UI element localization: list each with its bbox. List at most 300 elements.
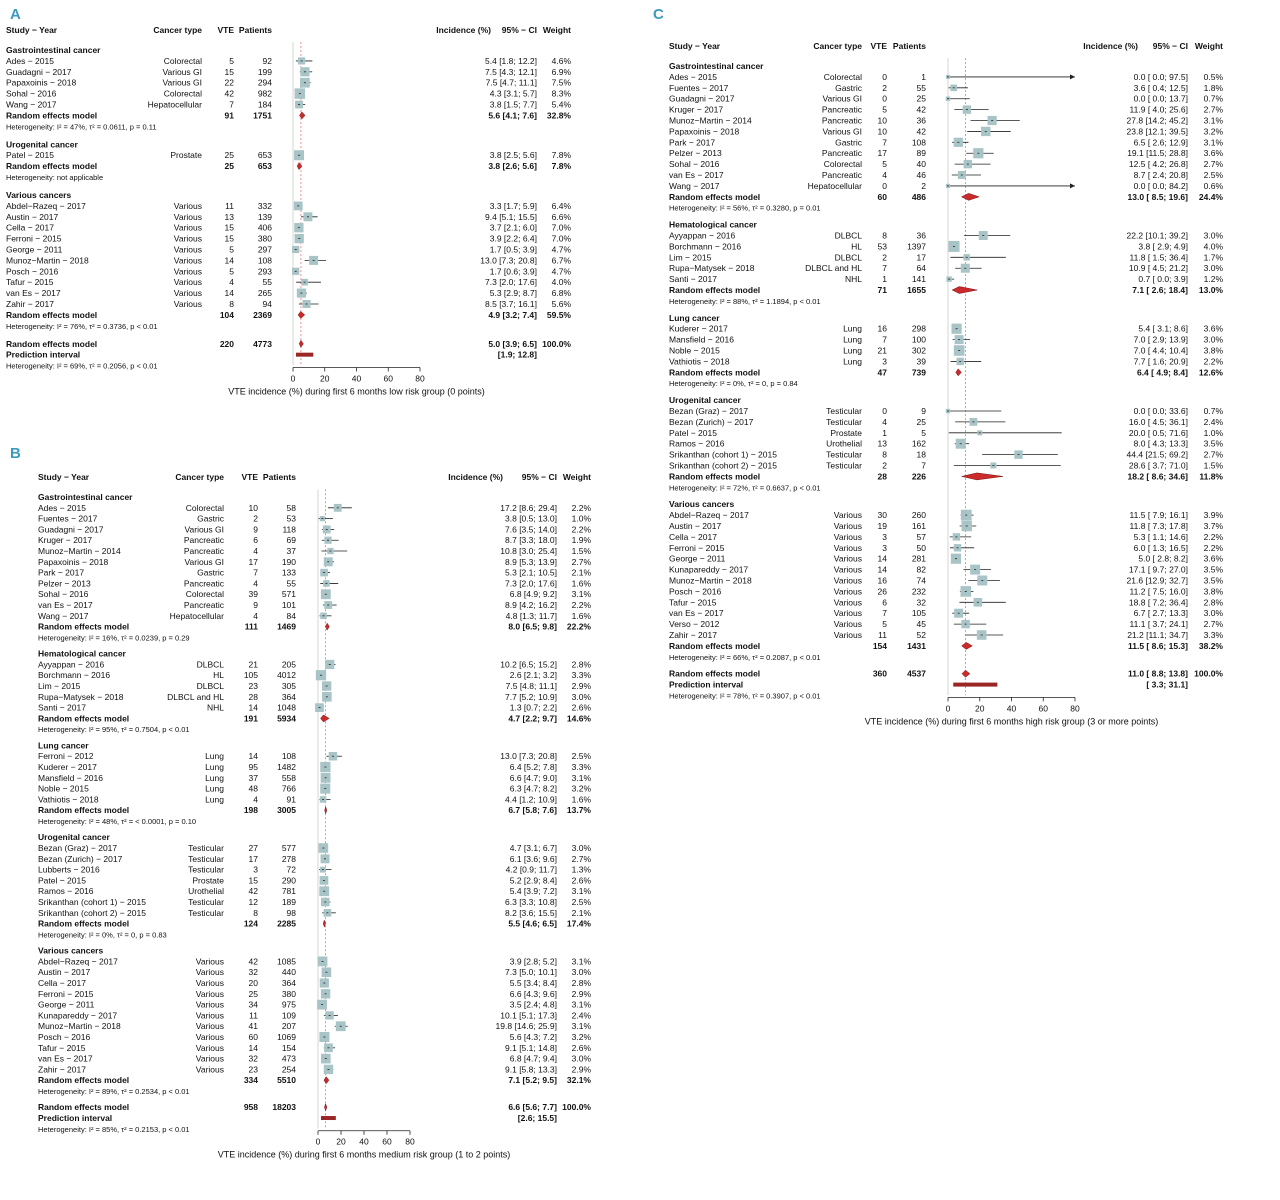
patient-total: 2285 (277, 918, 296, 929)
study-label: Sohal − 2016 (669, 159, 720, 170)
study-weight: 5.4% (551, 99, 571, 110)
cancer-type: Testicular (826, 405, 862, 416)
vte-count: 12 (248, 897, 258, 907)
study-label: Ferroni − 2012 (38, 751, 94, 762)
study-weight: 3.0% (1203, 230, 1223, 241)
heterogeneity-note: Heterogeneity: I² = 85%, τ² = 0.2153, p < 0.01 (38, 1124, 190, 1134)
column-header: Incidence (%) (1083, 41, 1138, 51)
patient-count: 154 (281, 1042, 296, 1053)
heterogeneity-note: Heterogeneity: I² = 78%, τ² = 0.3907, p < 0.01 (669, 691, 821, 701)
ci-value: 5.5 [4.6; 6.5] (508, 918, 557, 929)
vte-count: 0 (882, 93, 887, 104)
patient-count: 105 (911, 608, 926, 619)
vte-count: 4 (882, 170, 887, 180)
ci-value: 11.8 [ 1.5; 36.4] (1129, 252, 1188, 263)
ci-value: 7.5 [4.7; 11.1] (485, 77, 537, 88)
study-weight: 3.2% (571, 1032, 591, 1042)
study-weight: 2.2% (1203, 356, 1223, 367)
study-weight: 3.6% (1203, 323, 1223, 334)
vte-count: 95 (248, 762, 258, 772)
patient-total: 5934 (277, 713, 296, 724)
ci-value: 7.0 [ 2.9; 13.9] (1133, 334, 1188, 345)
study-weight: 3.5% (1203, 575, 1223, 586)
study-weight: 2.9% (571, 1064, 591, 1075)
vte-count: 48 (248, 783, 258, 794)
study-label: Ayyappan − 2016 (669, 230, 736, 241)
study-weight: 2.1% (571, 567, 591, 578)
ci-value: 11.2 [ 7.5; 16.0] (1129, 586, 1188, 597)
study-weight: 2.9% (571, 681, 591, 691)
column-header: Patients (262, 472, 296, 482)
study-weight: 3.0% (571, 967, 591, 978)
x-tick-label: 80 (415, 373, 425, 384)
cancer-type: Various (833, 619, 862, 630)
vte-count: 34 (248, 999, 258, 1010)
cancer-type: Various (833, 608, 862, 619)
study-label: Kruger − 2017 (38, 535, 93, 546)
study-label: Cella − 2017 (669, 531, 717, 542)
column-header: Weight (562, 472, 591, 482)
study-label: Sohal − 2016 (38, 589, 89, 600)
study-weight: 1.6% (571, 578, 591, 589)
patient-count: 133 (281, 567, 296, 578)
study-label: Abdel−Razeq − 2017 (669, 510, 749, 521)
vte-count: 32 (248, 967, 258, 978)
study-label: Wang − 2017 (6, 99, 57, 110)
ci-value: 8.0 [ 4.3; 13.3] (1133, 438, 1188, 449)
panel-label: A (10, 6, 21, 23)
cancer-type: Various (833, 531, 862, 542)
study-label: Austin − 2017 (38, 967, 91, 978)
cancer-type: HL (213, 670, 224, 681)
study-label: Park − 2017 (38, 567, 85, 578)
subgroup-title: Urogenital cancer (6, 139, 78, 150)
vte-count: 4 (253, 610, 258, 621)
study-label: Ades − 2015 (6, 55, 54, 66)
cancer-type: Pancreatic (821, 104, 862, 115)
patient-count: 982 (257, 88, 272, 99)
ci-value: 5.3 [ 1.1; 14.6] (1133, 531, 1188, 542)
ci-value: 6.6 [4.7; 9.0] (509, 772, 557, 783)
study-weight: 3.1% (571, 886, 591, 897)
vte-count: 53 (877, 241, 887, 252)
study-label: Patel − 2015 (669, 427, 717, 438)
study-weight: 3.9% (1203, 510, 1223, 521)
ci-value: 3.9 [2.2; 6.4] (489, 233, 537, 244)
study-label: van Es − 2017 (669, 170, 724, 180)
prediction-ci: [2.6; 15.5] (517, 1113, 557, 1123)
cancer-type: Various (173, 211, 202, 222)
ci-value: 23.8 [12.1; 39.5] (1126, 126, 1188, 137)
study-label: Tafur − 2015 (38, 1042, 86, 1053)
column-header: Study − Year (669, 41, 721, 51)
study-label: Srikanthan (cohort 2) − 2015 (38, 907, 146, 918)
study-weight: 1.0% (571, 513, 591, 524)
study-weight: 2.8% (571, 978, 591, 988)
study-weight: 2.4% (571, 1010, 591, 1021)
vte-count: 1 (882, 274, 887, 285)
patient-total: 2369 (253, 309, 272, 320)
heterogeneity-note: Heterogeneity: I² = 56%, τ² = 0.3280, p = 0.01 (669, 203, 821, 213)
study-label: Zahir − 2017 (669, 629, 717, 640)
cancer-type: Pancreatic (821, 115, 862, 126)
summary-label: Random effects model (6, 110, 98, 121)
ci-value: 3.8 [ 2.9; 4.9] (1138, 241, 1188, 252)
study-weight: 6.6% (551, 211, 571, 222)
cancer-type: Gastric (197, 567, 224, 578)
subgroup-title: Gastrointestinal cancer (38, 492, 133, 502)
vte-count: 15 (248, 875, 258, 886)
cancer-type: Various (833, 510, 862, 521)
ci-value: 0.7 [ 0.0; 3.9] (1138, 274, 1188, 285)
study-label: Papaxoinis − 2018 (6, 77, 77, 88)
patient-count: 781 (281, 886, 296, 897)
ci-value: 6.5 [ 2.6; 12.9] (1133, 137, 1188, 148)
study-label: Ferroni − 2015 (669, 542, 725, 553)
heterogeneity-note: Heterogeneity: not applicable (6, 172, 104, 182)
vte-count: 7 (882, 263, 887, 274)
study-weight: 2.2% (1203, 542, 1223, 553)
subgroup-title: Gastrointestinal cancer (6, 45, 101, 55)
vte-count: 11 (225, 200, 234, 211)
study-label: Santi − 2017 (38, 702, 86, 713)
cancer-type: Various (833, 586, 862, 597)
patient-count: 50 (916, 542, 926, 553)
cancer-type: Various (195, 1032, 224, 1042)
study-weight: 3.3% (1203, 629, 1223, 640)
summary-label: Random effects model (6, 309, 98, 320)
cancer-type: DLBCL (196, 681, 224, 691)
cancer-type: Pancreatic (821, 148, 862, 159)
patient-count: 36 (916, 230, 926, 241)
vte-total: 104 (219, 309, 234, 320)
ci-value: 9.1 [5.1; 14.8] (505, 1042, 557, 1053)
study-label: Guadagni − 2017 (669, 93, 735, 104)
ci-value: 13.0 [ 8.5; 19.6] (1127, 191, 1188, 202)
forest-panel-c (645, 0, 1280, 760)
study-weight: 7.0% (551, 222, 571, 233)
column-header: 95% − CI (521, 472, 557, 482)
study-weight: 2.7% (1203, 104, 1223, 115)
column-header: Study − Year (38, 472, 90, 482)
patient-count: 293 (257, 266, 272, 277)
patient-count: 281 (911, 553, 926, 564)
vte-count: 7 (253, 567, 258, 578)
cancer-type: Testicular (826, 416, 862, 427)
vte-count: 17 (248, 853, 258, 864)
study-weight: 3.0% (1203, 608, 1223, 619)
study-weight: 6.8% (551, 288, 571, 299)
study-label: Ades − 2015 (669, 71, 717, 82)
study-label: Bezan (Zurich) − 2017 (38, 853, 123, 864)
study-weight: 3.2% (1203, 126, 1223, 137)
cancer-type: Testicular (188, 864, 224, 875)
ci-value: 5.4 [ 3.1; 8.6] (1138, 323, 1188, 334)
ci-value: 8.7 [ 2.4; 20.8] (1133, 170, 1188, 180)
cancer-type: Various (173, 200, 202, 211)
vte-count: 42 (224, 88, 234, 99)
patient-count: 55 (916, 82, 926, 93)
ci-value: 6.0 [ 1.3; 16.5] (1133, 542, 1188, 553)
ci-value: 16.0 [ 4.5; 36.1] (1128, 416, 1188, 427)
patient-count: 766 (281, 783, 296, 794)
patient-count: 57 (916, 531, 926, 542)
column-header: Weight (1194, 41, 1223, 51)
vte-count: 14 (248, 1042, 258, 1053)
study-label: Cella − 2017 (6, 222, 54, 233)
study-label: Ramos − 2016 (38, 886, 94, 897)
summary-weight: 24.4% (1198, 191, 1223, 202)
cancer-type: Hepatocellular (147, 99, 202, 110)
study-label: Lim − 2015 (38, 681, 81, 691)
cancer-type: Urothelial (188, 886, 224, 897)
vte-count: 5 (229, 244, 234, 255)
vte-total: 91 (224, 110, 234, 121)
cancer-type: Various (195, 1021, 224, 1032)
cancer-type: Various (833, 542, 862, 553)
study-weight: 1.6% (571, 794, 591, 805)
vte-count: 11 (878, 629, 887, 640)
summary-weight: 11.8% (1199, 471, 1223, 482)
ci-value: 10.9 [ 4.5; 21.2] (1128, 263, 1188, 274)
ci-value: 28.6 [ 3.7; 71.0] (1128, 460, 1188, 471)
vte-count: 27 (248, 843, 258, 853)
study-label: Ades − 2015 (38, 502, 86, 513)
summary-label: Random effects model (669, 640, 761, 651)
study-label: Papaxoinis − 2018 (669, 126, 740, 137)
patient-count: 25 (916, 93, 926, 104)
study-weight: 2.7% (1203, 619, 1223, 630)
subgroup-title: Lung cancer (669, 312, 720, 323)
study-weight: 2.7% (1203, 159, 1223, 170)
vte-count: 14 (877, 564, 887, 575)
prediction-label: Prediction interval (669, 679, 744, 690)
vte-count: 19 (877, 520, 887, 531)
patient-count: 32 (916, 597, 926, 608)
patient-total: 1751 (253, 110, 272, 121)
ci-value: 6.1 [3.6; 9.6] (509, 853, 557, 864)
study-weight: 2.5% (571, 751, 591, 762)
study-label: Wang − 2017 (669, 180, 720, 191)
study-weight: 2.4% (1203, 416, 1223, 427)
study-label: Munoz−Martin − 2018 (669, 575, 752, 586)
patient-count: 189 (281, 897, 296, 907)
study-weight: 3.1% (571, 772, 591, 783)
ci-value: 20.0 [ 0.5; 71.6] (1128, 427, 1188, 438)
study-weight: 2.2% (571, 524, 591, 535)
ci-value: 7.3 [2.0; 17.6] (485, 277, 537, 288)
vte-count: 42 (248, 886, 258, 897)
cancer-type: Various GI (184, 556, 224, 567)
ci-value: 3.8 [2.5; 5.6] (489, 150, 537, 161)
study-weight: 3.7% (1203, 520, 1223, 531)
study-label: Munoz−Martin − 2014 (38, 546, 121, 556)
ci-value: 5.6 [4.1; 7.6] (488, 110, 537, 121)
study-weight: 3.8% (1203, 586, 1223, 597)
patient-count: 265 (257, 288, 272, 299)
subgroup-title: Various cancers (38, 945, 104, 956)
vte-count: 41 (248, 1021, 258, 1032)
patient-count: 162 (911, 438, 926, 449)
study-weight: 3.5% (1203, 564, 1223, 575)
column-header: Incidence (%) (436, 25, 491, 35)
study-label: Tafur − 2015 (669, 597, 717, 608)
cancer-type: Pancreatic (183, 535, 224, 546)
vte-count: 17 (877, 148, 887, 159)
ci-value: 21.2 [11.1; 34.7] (1127, 629, 1188, 640)
study-label: Sohal − 2016 (6, 88, 57, 99)
ci-value: 6.4 [ 4.9; 8.4] (1136, 367, 1188, 378)
ci-value: 4.4 [1.2; 10.9] (505, 794, 557, 805)
cancer-type: Various (833, 575, 862, 586)
patient-count: 4012 (277, 670, 296, 681)
cancer-type: Pancreatic (183, 600, 224, 610)
cancer-type: Prostate (830, 427, 862, 438)
cancer-type: Gastric (835, 82, 862, 93)
patient-count: 37 (286, 546, 296, 556)
ci-value: 3.8 [0.5; 13.0] (505, 513, 557, 524)
ci-value: 7.3 [2.0; 17.6] (505, 578, 557, 589)
patient-count: 260 (911, 510, 926, 521)
ci-value: 7.1 [5.2; 9.5] (508, 1075, 557, 1086)
ci-value: 8.7 [3.3; 18.0] (505, 535, 557, 546)
patient-total: 3005 (277, 805, 296, 816)
vte-count: 105 (243, 670, 258, 681)
column-header: 95% − CI (501, 25, 537, 35)
column-header: Cancer type (153, 25, 202, 35)
study-weight: 7.0% (551, 233, 571, 244)
study-weight: 3.0% (1203, 263, 1223, 274)
patient-count: 74 (916, 575, 926, 586)
cancer-type: Hepatocellular (807, 180, 862, 191)
cancer-type: Various GI (822, 93, 862, 104)
ci-value: 9.4 [5.1; 15.5] (485, 211, 537, 222)
vte-total: 28 (877, 471, 887, 482)
cancer-type: Lung (843, 323, 862, 334)
vte-count: 10 (877, 115, 887, 126)
study-weight: 2.2% (571, 600, 591, 610)
vte-count: 13 (224, 211, 234, 222)
patient-count: 1085 (277, 956, 296, 967)
ci-value: 6.4 [5.2; 7.8] (509, 762, 557, 772)
overall-label: Random effects model (6, 338, 98, 349)
vte-count: 3 (882, 531, 887, 542)
cancer-type: Gastric (197, 513, 224, 524)
cancer-type: DLBCL (834, 230, 862, 241)
vte-total: 958 (243, 1102, 258, 1113)
heterogeneity-note: Heterogeneity: I² = 95%, τ² = 0.7504, p < 0.01 (38, 725, 190, 735)
ci-value: 13.0 [7.3; 20.8] (500, 751, 557, 762)
ci-value: 1.7 [0.6; 3.9] (489, 266, 537, 277)
study-label: Wang − 2017 (38, 610, 89, 621)
cancer-type: Various (195, 956, 224, 967)
patient-count: 278 (281, 853, 296, 864)
prediction-bar (953, 683, 997, 687)
ci-value: 18.8 [ 7.2; 36.4] (1128, 597, 1188, 608)
study-label: Bezan (Graz) − 2017 (669, 405, 749, 416)
patient-count: 380 (281, 988, 296, 999)
cancer-type: Various (195, 978, 224, 988)
study-label: Bezan (Zurich) − 2017 (669, 416, 754, 427)
ci-value: 5.2 [2.9; 8.4] (509, 875, 557, 886)
column-header: Cancer type (175, 472, 224, 482)
prediction-label: Prediction interval (6, 349, 81, 360)
patient-count: 207 (281, 1021, 296, 1032)
vte-count: 9 (253, 524, 258, 535)
ci-value: 3.8 [2.6; 5.6] (488, 161, 537, 172)
cancer-type: Lung (843, 345, 862, 356)
cancer-type: Various (173, 233, 202, 244)
ci-value: 7.1 [ 2.6; 18.4] (1132, 284, 1188, 295)
patient-count: 39 (916, 356, 926, 367)
patient-count: 205 (281, 659, 296, 670)
overall-weight: 100.0% (1194, 668, 1223, 679)
cancer-type: Various (833, 629, 862, 640)
forest-panel-a (0, 0, 640, 410)
patient-count: 975 (281, 999, 296, 1010)
ci-value: 0.0 [ 0.0; 84.2] (1133, 180, 1188, 191)
vte-count: 5 (882, 104, 887, 115)
study-weight: 1.5% (571, 546, 591, 556)
study-label: Kuderer − 2017 (669, 323, 728, 334)
ci-value: 3.9 [2.8; 5.2] (509, 956, 557, 967)
prediction-ci: [ 3.3; 31.1] (1146, 679, 1188, 690)
heterogeneity-note: Heterogeneity: I² = 76%, τ² = 0.3736, p < 0.01 (6, 321, 158, 331)
subgroup-title: Lung cancer (38, 740, 89, 751)
x-tick-label: 80 (405, 1136, 415, 1147)
x-tick-label: 20 (975, 703, 985, 714)
study-weight: 0.7% (1203, 93, 1223, 104)
study-weight: 1.8% (1203, 82, 1223, 93)
patient-total: 226 (911, 471, 926, 482)
study-weight: 3.8% (1203, 345, 1223, 356)
cancer-type: Lung (205, 751, 224, 762)
ci-value: 44.4 [21.5; 69.2] (1126, 449, 1188, 460)
patient-count: 1048 (277, 702, 296, 713)
study-label: George − 2011 (669, 553, 726, 564)
study-label: Austin − 2017 (669, 520, 722, 531)
prediction-ci: [1.9; 12.8] (497, 349, 537, 360)
vte-total: 47 (877, 367, 887, 378)
summary-label: Random effects model (38, 805, 130, 816)
study-label: van Es − 2017 (38, 600, 93, 610)
patient-count: 473 (281, 1053, 296, 1064)
patient-count: 25 (916, 416, 926, 427)
patient-count: 108 (911, 137, 926, 148)
summary-weight: 14.6% (566, 713, 591, 724)
x-axis-label: VTE incidence (%) during first 6 months high risk group (3 or more points) (864, 716, 1159, 727)
ci-value: 4.9 [3.2; 7.4] (488, 309, 537, 320)
summary-diamond (325, 623, 329, 630)
vte-count: 4 (253, 546, 258, 556)
study-label: Papaxoinis − 2018 (38, 556, 109, 567)
column-header: Cancer type (813, 41, 862, 51)
study-label: Noble − 2015 (38, 783, 89, 794)
forest-plot-b (0, 440, 640, 1195)
ci-value: 6.3 [3.3; 10.8] (505, 897, 557, 907)
vte-count: 4 (882, 416, 887, 427)
cancer-type: Various (833, 553, 862, 564)
patient-count: 558 (281, 772, 296, 783)
x-tick-label: 0 (315, 1136, 321, 1147)
vte-total: 60 (877, 191, 887, 202)
cancer-type: Lung (205, 772, 224, 783)
ci-value: 3.8 [1.5; 7.7] (489, 99, 537, 110)
patient-count: 58 (286, 502, 296, 513)
ci-value: 12.5 [ 4.2; 26.8] (1128, 159, 1188, 170)
study-label: Guadagni − 2017 (38, 524, 104, 535)
subgroup-title: Hematological cancer (38, 648, 126, 659)
